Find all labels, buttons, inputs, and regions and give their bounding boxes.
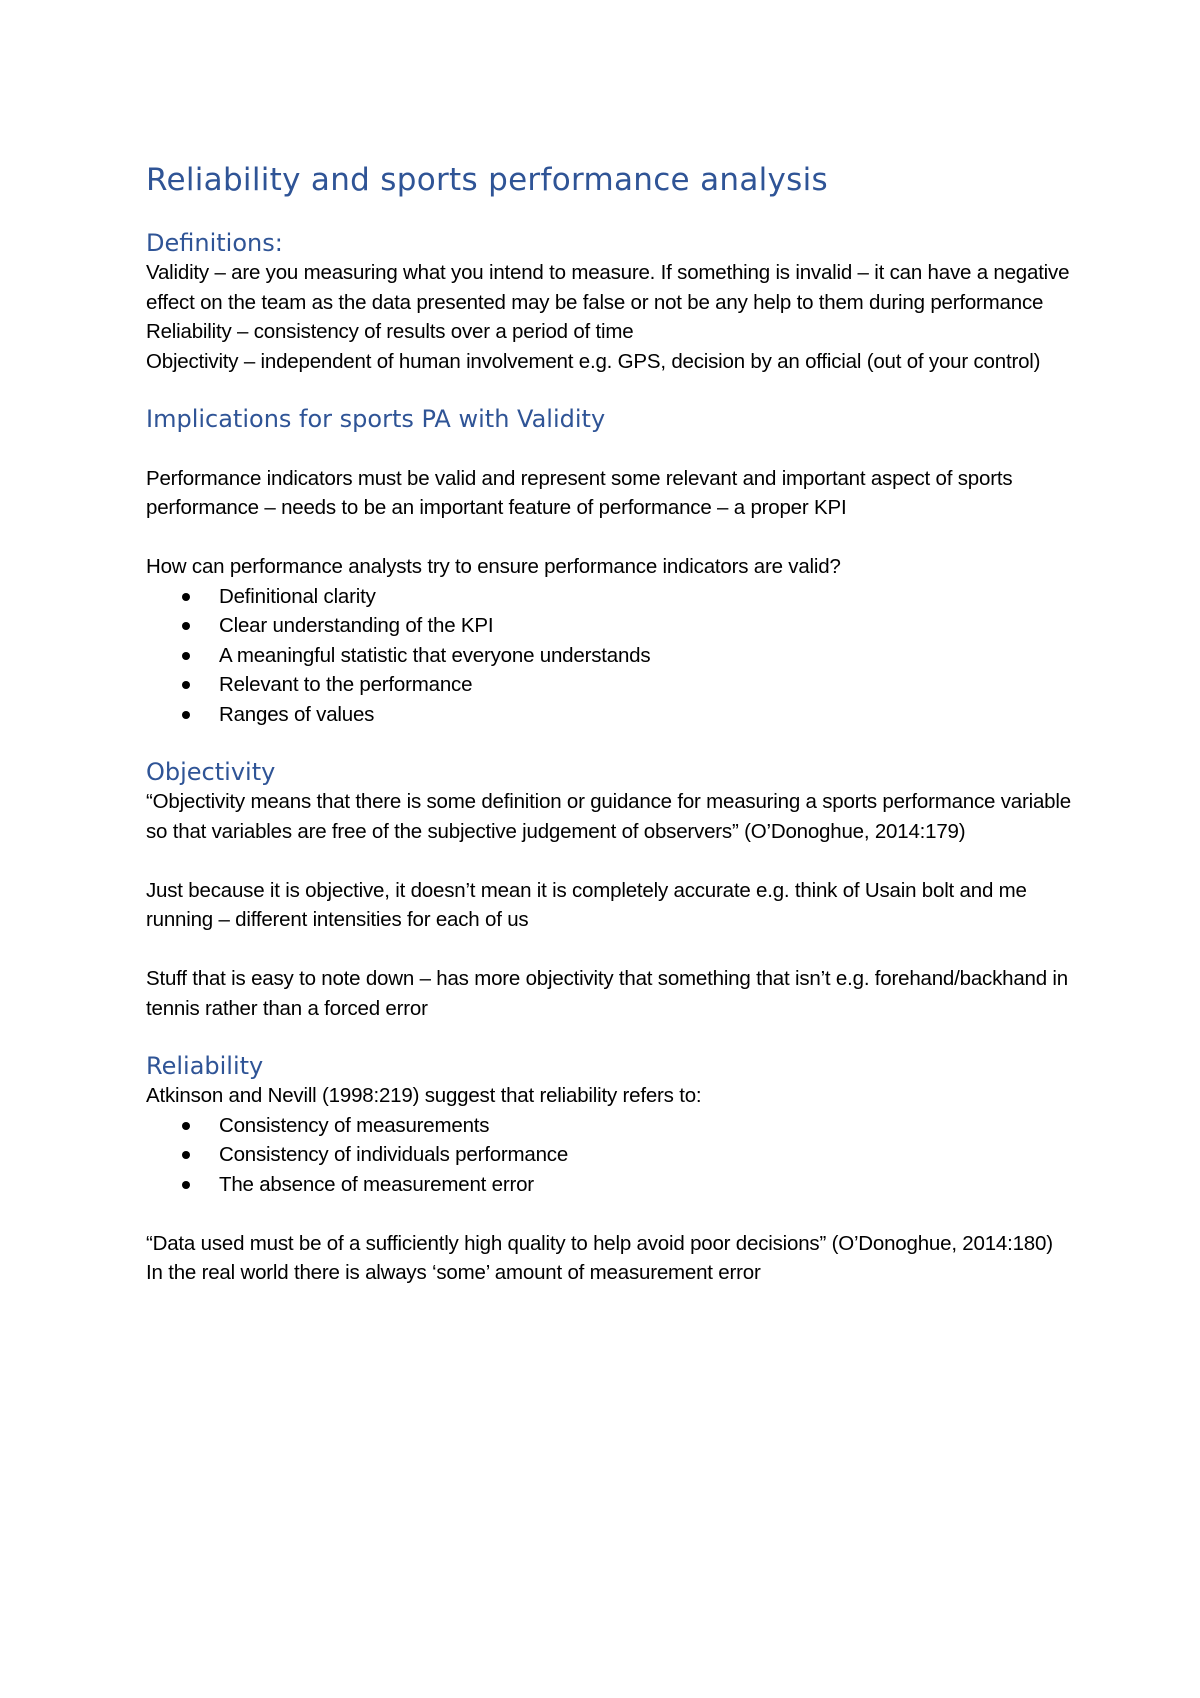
list-item-text: Definitional clarity xyxy=(219,584,376,608)
list-item xyxy=(146,670,1076,700)
validity-bullet-list xyxy=(146,582,1076,730)
reliability-quote: “Data used must be of a sufficiently high quality to help avoid poor decisions” (O’Donoghue, 2014:180) xyxy=(146,1231,1053,1255)
objectivity-heading: Objectivity xyxy=(146,758,276,786)
reliability-closing: In the real world there is always ‘some’ amount of measurement error xyxy=(146,1261,761,1284)
bullet-icon xyxy=(182,1151,190,1159)
objectivity-paragraph-1: Just because it is objective, it doesn’t mean it is completely accurate e.g. think of Usain bolt and me running – different intensities for each of us xyxy=(146,878,1027,931)
definition-reliability: Reliability – consistency of results over a period of time xyxy=(146,320,634,343)
definition-validity: Validity – are you measuring what you intend to measure. If something is invalid – it can have a negative effect on the team as the data presented may be false or not be any help to them during performance xyxy=(146,261,1070,314)
reliability-bullet-list xyxy=(146,1111,1076,1200)
bullet-icon xyxy=(182,593,190,601)
list-item-text: Consistency of measurements xyxy=(219,1113,490,1137)
document-page xyxy=(146,160,1076,1288)
validity-heading: Implications for sports PA with Validity xyxy=(146,405,606,433)
reliability-intro: Atkinson and Nevill (1998:219) suggest that reliability refers to: xyxy=(146,1084,702,1107)
bullet-icon xyxy=(182,711,190,719)
bullet-icon xyxy=(182,1181,190,1189)
list-item-text: Ranges of values xyxy=(219,702,375,726)
objectivity-paragraph-2: Stuff that is easy to note down – has more objectivity that something that isn’t e.g. forehand/backhand in tennis rather than a forced error xyxy=(146,967,1068,1020)
list-item-text: Clear understanding of the KPI xyxy=(219,614,494,637)
reliability-heading: Reliability xyxy=(146,1052,264,1080)
document-title: Reliability and sports performance analysis xyxy=(146,162,828,198)
validity-question: How can performance analysts try to ensure performance indicators are valid? xyxy=(146,555,841,578)
list-item-text: Consistency of individuals performance xyxy=(219,1143,569,1166)
list-item xyxy=(146,641,1076,671)
definition-objectivity: Objectivity – independent of human involvement e.g. GPS, decision by an official (out of your control) xyxy=(146,349,1041,373)
objectivity-quote: “Objectivity means that there is some definition or guidance for measuring a sports performance variable so that variables are free of the subjective judgement of observers” (O’Donoghue, 2014:179) xyxy=(146,790,1071,843)
list-item xyxy=(146,1111,1076,1141)
list-item xyxy=(146,1140,1076,1170)
bullet-icon xyxy=(182,652,190,660)
bullet-icon xyxy=(182,1122,190,1130)
list-item-text: A meaningful statistic that everyone understands xyxy=(219,643,651,667)
bullet-icon xyxy=(182,622,190,630)
list-item xyxy=(146,611,1076,641)
list-item-text: The absence of measurement error xyxy=(219,1172,534,1196)
list-item xyxy=(146,1170,1076,1200)
list-item-text: Relevant to the performance xyxy=(219,673,473,696)
list-item xyxy=(146,582,1076,612)
definitions-heading: Definitions: xyxy=(146,229,283,257)
validity-paragraph: Performance indicators must be valid and represent some relevant and important aspect of sports performance – needs to be an important feature of performance – a proper KPI xyxy=(146,466,1013,519)
list-item xyxy=(146,700,1076,730)
bullet-icon xyxy=(182,681,190,689)
